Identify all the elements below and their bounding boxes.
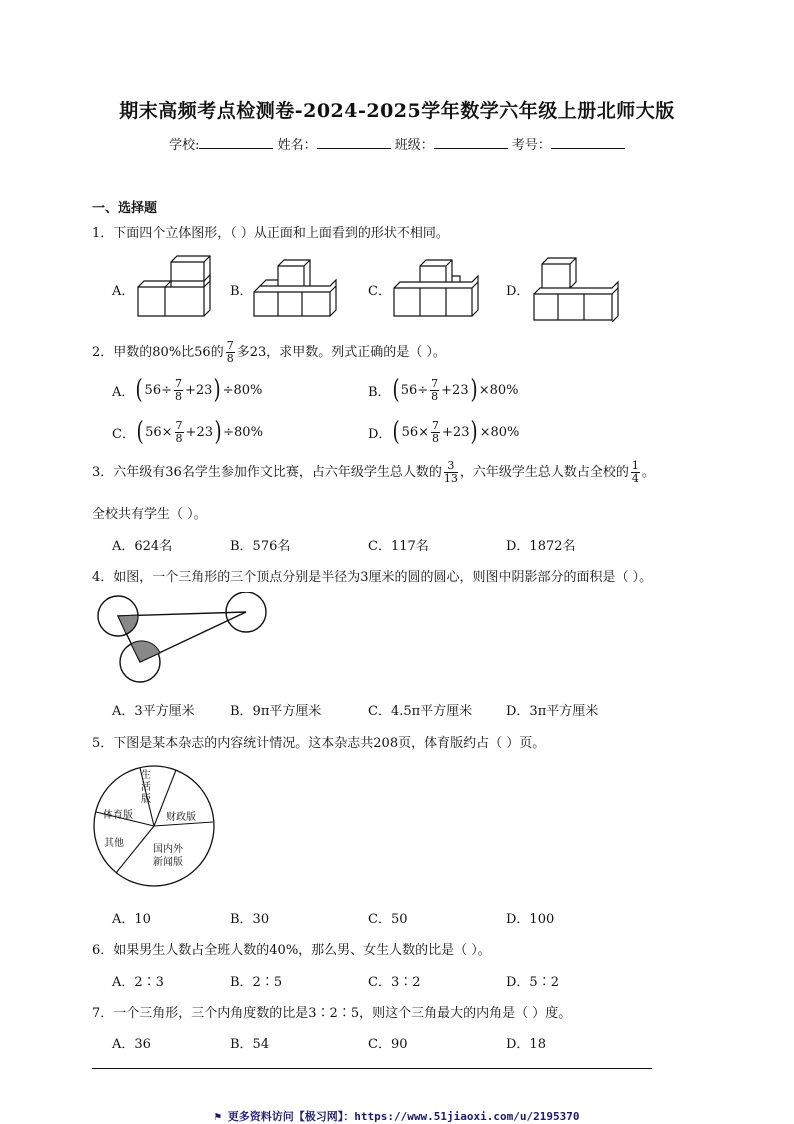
q2-option-c [112,419,263,445]
pie-label-news-1: 国内外 [153,844,183,855]
q2-c-inner: 56× [145,424,173,440]
q1-figure-c [390,256,482,322]
q5-pie-chart [92,762,222,892]
q2-frac-den: 8 [226,352,234,365]
q2-c-open-paren: ( [136,417,144,447]
q2-text-post: 多23，求甲数。列式正确的是（ ）。 [236,345,446,360]
q3-text-mid: ，六年级学生总人数占全校的 [459,465,629,480]
q1-option-a-label: A． [112,284,135,299]
q6-option-a: A．2∶3 [112,975,164,990]
q2-d-op: ×80% [479,424,520,440]
q2-d-frac-den: 8 [432,431,440,445]
q2-d-open-paren: ( [392,417,401,447]
question-3-line2: 全校共有学生（ ）。 [92,507,207,522]
q2-text-pre: 2．甲数的80%比56的 [92,345,224,360]
q2-b-open-paren: ( [392,375,400,405]
q4-shaded-sector-bottom [131,641,160,662]
q2-b-frac-den: 8 [431,389,439,403]
q2-b-tail: +23 [441,382,469,398]
question-3-line1 [92,460,655,485]
q3-option-d: D．1872名 [506,539,576,554]
q2-a-frac-num: 7 [174,376,182,390]
q1-figure-b [250,256,340,322]
q3-f1-den: 13 [443,472,458,485]
q1-option-b-label: B． [230,284,253,299]
q2-d-close-paren: ) [470,417,479,447]
pie-label-life-2: 活 [141,782,151,793]
q2-c-frac-num: 7 [175,418,183,432]
pie-label-news-2: 新闻版 [153,857,183,868]
school-label: 学校: [169,138,200,153]
q2-c-op: ÷80% [223,424,263,440]
footer-text: 更多资料访问【极习网】：https://www.51jiaoxi.com/u/2195370 [227,1110,580,1123]
q2-a-tail: +23 [184,382,213,398]
q3-fraction-1 [444,460,458,485]
student-info-line [0,134,794,153]
name-label: 姓名： [277,138,317,153]
page-title: 期末高频考点检测卷-2024-2025学年数学六年级上册北师大版 [119,100,675,122]
q2-d-fraction [431,420,440,445]
q2-fraction [226,340,235,365]
q2-option-d [368,419,519,445]
q6-option-c: C．3∶2 [368,975,421,990]
question-2 [92,340,446,365]
q3-option-a: A．624名 [112,539,173,554]
q3-f2-den: 4 [631,472,639,485]
footer-link[interactable] [0,1108,794,1124]
pie-label-life-3: 版 [141,794,151,805]
pie-label-life-1: 生 [141,770,151,781]
q3-f1-num: 3 [444,460,458,473]
q2-a-label: A． [112,384,135,400]
q2-b-close-paren: ) [470,375,478,405]
q3-text-pre: 3．六年级有36名学生参加作文比赛，占六年级学生总人数的 [92,465,442,480]
q2-option-b [368,377,519,403]
q4-shaded-sector-left [118,615,138,634]
q3-fraction-2 [631,460,640,485]
number-blank [551,136,625,149]
q5-option-a: A．10 [112,912,151,927]
pie-label-finance: 财政版 [166,812,196,823]
q2-a-op: ÷80% [222,382,263,398]
q2-c-label: C． [112,426,135,442]
question-6-text: 6．如果男生人数占全班人数的40%，那么男、女生人数的比是（ ）。 [92,943,491,958]
q3-option-b: B．576名 [230,539,291,554]
q7-option-a: A．36 [112,1037,151,1052]
q2-b-op: ×80% [478,382,519,398]
q3-f2-num: 1 [631,459,639,472]
q2-d-frac-num: 7 [432,418,440,432]
q2-d-inner: 56× [401,424,430,440]
q4-figure [90,592,270,688]
q5-option-b: B．30 [230,912,270,927]
q4-option-b: B．9π平方厘米 [230,704,322,719]
question-1-text: 1．下面四个立体图形，（ ）从正面和上面看到的形状不相同。 [92,226,449,241]
q2-a-frac-den: 8 [174,389,182,403]
q1-option-c-label: C． [368,284,391,299]
pie-label-other: 其他 [104,838,124,849]
q2-a-inner: 56÷ [144,382,172,398]
q1-option-d-label: D． [506,284,530,299]
q2-b-label: B． [368,384,391,400]
q5-option-d: D．100 [506,912,555,927]
q3-option-c: C．117名 [368,539,429,554]
q4-option-d: D．3π平方厘米 [506,704,599,719]
school-blank [199,136,273,149]
q2-d-label: D． [368,426,392,442]
footer-divider [92,1068,652,1069]
q5-option-c: C．50 [368,912,408,927]
flag-icon: ⚑ [214,1110,222,1123]
q2-b-inner: 56÷ [400,382,429,398]
q7-option-b: B．54 [230,1037,270,1052]
q2-c-close-paren: ) [214,417,222,447]
q1-figure-a [130,252,216,322]
question-4-text: 4．如图，一个三角形的三个顶点分别是半径为3厘米的圆的圆心，则图中阴影部分的面积是（ ）。 [92,570,653,585]
q3-text-end: 。 [641,465,655,480]
q7-option-c: C．90 [368,1037,408,1052]
q4-option-a: A．3平方厘米 [112,704,195,719]
q6-option-d: D．5∶2 [506,975,559,990]
question-7-text: 7．一个三角形，三个内角度数的比是3∶2∶5，则这个三角最大的内角是（ ）度。 [92,1006,572,1021]
section-heading: 一、选择题 [92,201,158,216]
q4-option-c: C．4.5π平方厘米 [368,704,473,719]
number-label: 考号： [511,138,551,153]
q7-option-d: D．18 [506,1037,546,1052]
q2-c-fraction [175,420,184,445]
q2-d-tail: +23 [442,424,470,440]
q1-figure-d [530,254,622,322]
q2-frac-num: 7 [226,339,234,352]
q2-b-fraction [430,378,439,403]
question-5-text: 5．下图是某本杂志的内容统计情况。这本杂志共208页，体育版约占（ ）页。 [92,736,546,751]
name-blank [317,136,391,149]
q6-option-b: B．2∶5 [230,975,283,990]
q2-a-fraction [174,378,183,403]
q2-a-open-paren: ( [135,375,144,405]
pie-label-sports: 体育版 [103,810,133,821]
class-label: 班级： [394,138,434,153]
q2-option-a [112,377,262,403]
q2-b-frac-num: 7 [431,376,439,390]
q2-c-frac-den: 8 [175,431,183,445]
class-blank [434,136,508,149]
q2-c-tail: +23 [185,424,213,440]
q2-a-close-paren: ) [213,375,222,405]
